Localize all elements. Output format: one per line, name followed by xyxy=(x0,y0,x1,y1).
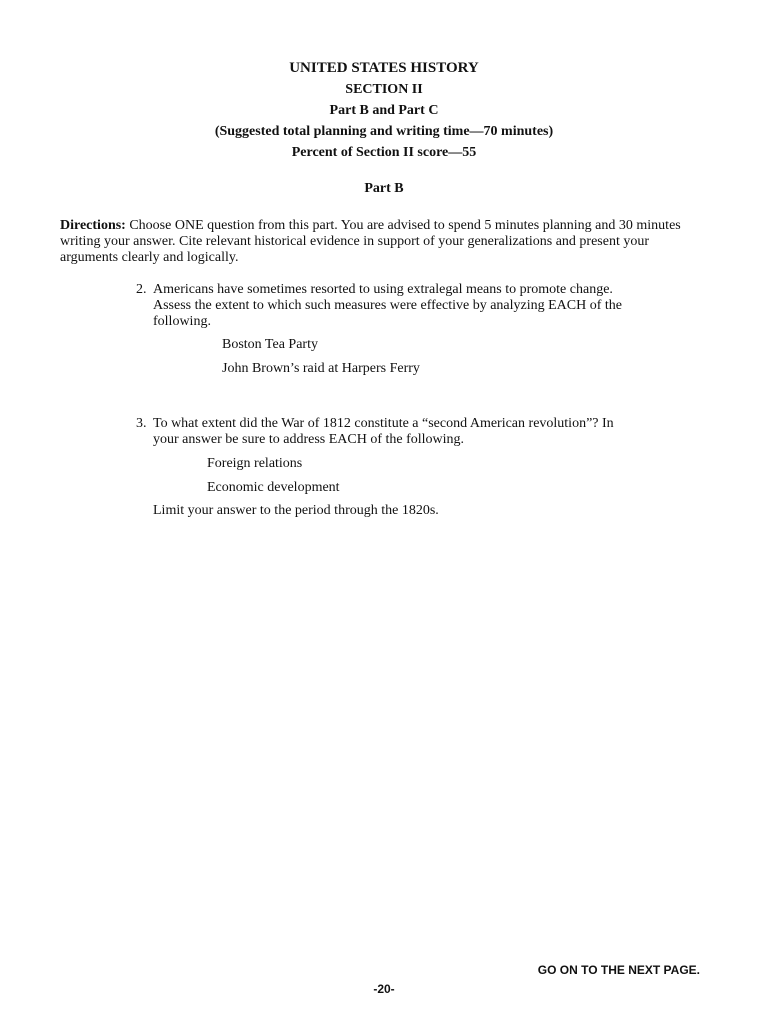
page-number: -20- xyxy=(373,982,395,996)
section-label: SECTION II xyxy=(345,82,423,97)
directions-text: Choose ONE question from this part. You are advised to spend 5 minutes planning and 30 minutes writing your answer. Cite relevant historical evidence in support of your generalizations and present your arguments clearly and logically. xyxy=(60,218,681,265)
question-text: Americans have sometimes resorted to using extralegal means to promote change. Assess the extent to which such measures were effective by analyzing EACH of the following. xyxy=(153,282,622,329)
question-number: 3. xyxy=(136,416,147,431)
question-3-item: Economic development xyxy=(207,480,340,495)
exam-title: UNITED STATES HISTORY xyxy=(289,60,479,76)
timing-note: (Suggested total planning and writing time—70 minutes) xyxy=(214,124,554,139)
question-3-period-note: Limit your answer to the period through the 1820s. xyxy=(153,503,439,518)
page-header xyxy=(0,58,768,163)
question-3-item: Foreign relations xyxy=(207,456,303,471)
score-percent: Percent of Section II score—55 xyxy=(291,145,477,160)
question-2-item: Boston Tea Party xyxy=(222,337,318,352)
directions-paragraph xyxy=(60,218,710,266)
go-on-notice: GO ON TO THE NEXT PAGE. xyxy=(537,963,700,977)
part-b-heading: Part B xyxy=(364,181,404,196)
parts-label: Part B and Part C xyxy=(329,103,439,118)
directions-label: Directions: xyxy=(60,218,126,233)
question-2 xyxy=(136,282,636,330)
question-3 xyxy=(136,416,636,448)
question-2-item: John Brown’s raid at Harpers Ferry xyxy=(222,361,420,376)
question-text: To what extent did the War of 1812 constitute a “second American revolution”? In your answer be sure to address EACH of the following. xyxy=(153,416,614,447)
question-number: 2. xyxy=(136,282,147,297)
